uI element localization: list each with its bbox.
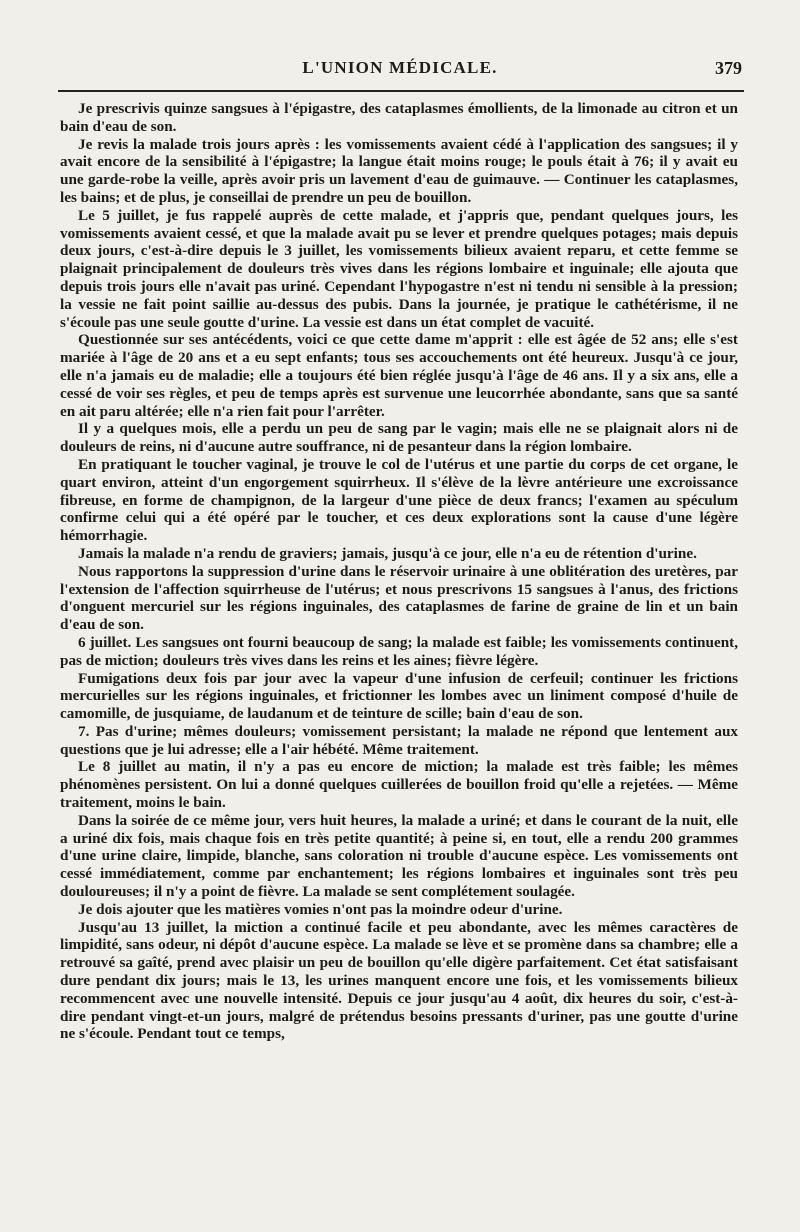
paragraph: Le 5 juillet, je fus rappelé auprès de cette malade, et j'appris que, pendant quelques jours, les vomissements avaient cessé, et que la malade avait pu se lever et prendre quelques potages; mais depuis deux jours, c'est-à-dire depuis le 3 juillet, les vomissements bilieux avaient reparu, et cette femme se plaignait principalement de douleurs très vives dans les régions lombaire et inguinale; elle ajouta que depuis trois jours elle n'avait pas uriné. Cependant l'hypogastre n'est ni tendu ni sensible à la pression; la vessie ne fait point saillie au-dessus des pubis. Dans la journée, je pratique le cathétérisme, il ne s'écoule pas une seule goutte d'urine. La vessie est dans un état complet de vacuité. — [60, 206, 738, 331]
paragraph: Dans la soirée de ce même jour, vers huit heures, la malade a uriné; et dans le courant de la nuit, elle a uriné dix fois, mais chaque fois en très petite quantité; à peine si, en tout, elle a rendu 200 grammes d'une urine claire, limpide, blanche, sans coloration ni trouble d'aucune espèce. Les vomissements ont cessé immédiatement, comme par enchantement; les régions lombaires et inguinales sont très peu douloureuses; il n'y a point de fièvre. La malade se sent complétement soulagée. — [60, 811, 738, 901]
journal-title: L'UNION MÉDICALE. — [302, 58, 498, 77]
paragraph: Le 8 juillet au matin, il n'y a pas eu encore de miction; la malade est très faible; les mêmes phénomènes persistent. On lui a donné quelques cuillerées de bouillon froid qu'elle a rejetées. — Même traitement, moins le bain. — [60, 758, 738, 812]
header-rule — [58, 90, 744, 92]
article-body — [60, 100, 738, 1043]
paragraph: En pratiquant le toucher vaginal, je trouve le col de l'utérus et une partie du corps de cet organe, le quart environ, atteint d'un engorgement squirrheux. Il s'élève de la lèvre antérieure une excroissance fibreuse, en forme de champignon, de la largeur d'une pièce de deux francs; l'examen au spéculum confirme celui qui a été opéré par le toucher, et ces deux explorations sont la cause d'une légère hémorrhagie. — [60, 455, 738, 545]
page-number: 379 — [715, 58, 742, 78]
running-head — [0, 58, 800, 88]
paragraph: Il y a quelques mois, elle a perdu un peu de sang par le vagin; mais elle ne se plaignait alors ni de douleurs de reins, ni d'aucune autre souffrance, ni de pesanteur dans la région lombaire. — [60, 420, 738, 456]
paragraph: Je revis la malade trois jours après : les vomissements avaient cédé à l'application des sangsues; il y avait encore de la sensibilité à l'épigastre; la langue était moins rouge; le pouls était à 76; il y avait eu une garde-robe la veille, après avoir pris un lavement d'eau de guimauve. — Continuer les cataplasmes, les bains; et de plus, je conseillai de prendre un peu de bouillon. — [60, 135, 738, 206]
paragraph: Fumigations deux fois par jour avec la vapeur d'une infusion de cerfeuil; continuer les frictions mercurielles sur les régions inguinales, et frictionner les lombes avec un liniment composé d'huile de camomille, de jusquiame, de laudanum et de teinture de scille; bain d'eau de son. — [60, 669, 738, 723]
paragraph: Je dois ajouter que les matières vomies n'ont pas la moindre odeur d'urine. — [78, 900, 563, 918]
paragraph: Je prescrivis quinze sangsues à l'épigastre, des cataplasmes émollients, de la limonade au citron et un bain d'eau de son. — [60, 100, 738, 135]
paragraph: Jusqu'au 13 juillet, la miction a continué facile et peu abondante, avec les mêmes caractères de limpidité, sans odeur, ni dépôt d'aucune espèce. La malade se lève et se promène dans sa chambre; elle a retrouvé sa gaîté, prend avec plaisir un peu de bouillon qu'elle digère parfaitement. Cet état satisfaisant dure pendant dix jours; mais le 13, les urines manquent encore une fois, et les vomissements bilieux recommencent avec une nouvelle intensité. Depuis ce jour jusqu'au 4 août, dix heures du soir, c'est-à-dire pendant vingt-et-un jours, malgré de prétendus besoins pressants d'uriner, pas une goutte d'urine ne s'écoule. Pendant tout ce temps, — [60, 918, 738, 1043]
paragraph: 6 juillet. Les sangsues ont fourni beaucoup de sang; la malade est faible; les vomissements continuent, pas de miction; douleurs très vives dans les reins et les aines; fièvre légère. — [60, 633, 738, 669]
paragraph: Nous rapportons la suppression d'urine dans le réservoir urinaire à une oblitération des uretères, par l'extension de l'affection squirrheuse de l'utérus; et nous prescrivons 15 sangsues à l'anus, des frictions d'onguent mercuriel sur les régions inguinales, des cataplasmes de farine de graine de lin et un bain d'eau de son. — [60, 562, 738, 634]
paragraph: Jamais la malade n'a rendu de graviers; jamais, jusqu'à ce jour, elle n'a eu de rétention d'urine. — [78, 544, 697, 562]
paragraph: Questionnée sur ses antécédents, voici ce que cette dame m'apprit : elle est âgée de 52 ans; elle s'est mariée à l'âge de 20 ans et a eu sept enfants; tous ses accouchements ont été heureux. Jusqu'à ce jour, elle n'a jamais eu de maladie; elle a toujours été bien réglée jusqu'à l'âge de 46 ans. Il y a six ans, elle a cessé de voir ses règles, et peu de temps après est survenue une leucorrhée abondante, sans que sa santé en ait paru altérée; elle n'a rien fait pour l'arrêter. — [60, 331, 738, 420]
paragraph: 7. Pas d'urine; mêmes douleurs; vomissement persistant; la malade ne répond que lentement aux questions que je lui adresse; elle a l'air hébété. Même traitement. — [60, 722, 738, 758]
